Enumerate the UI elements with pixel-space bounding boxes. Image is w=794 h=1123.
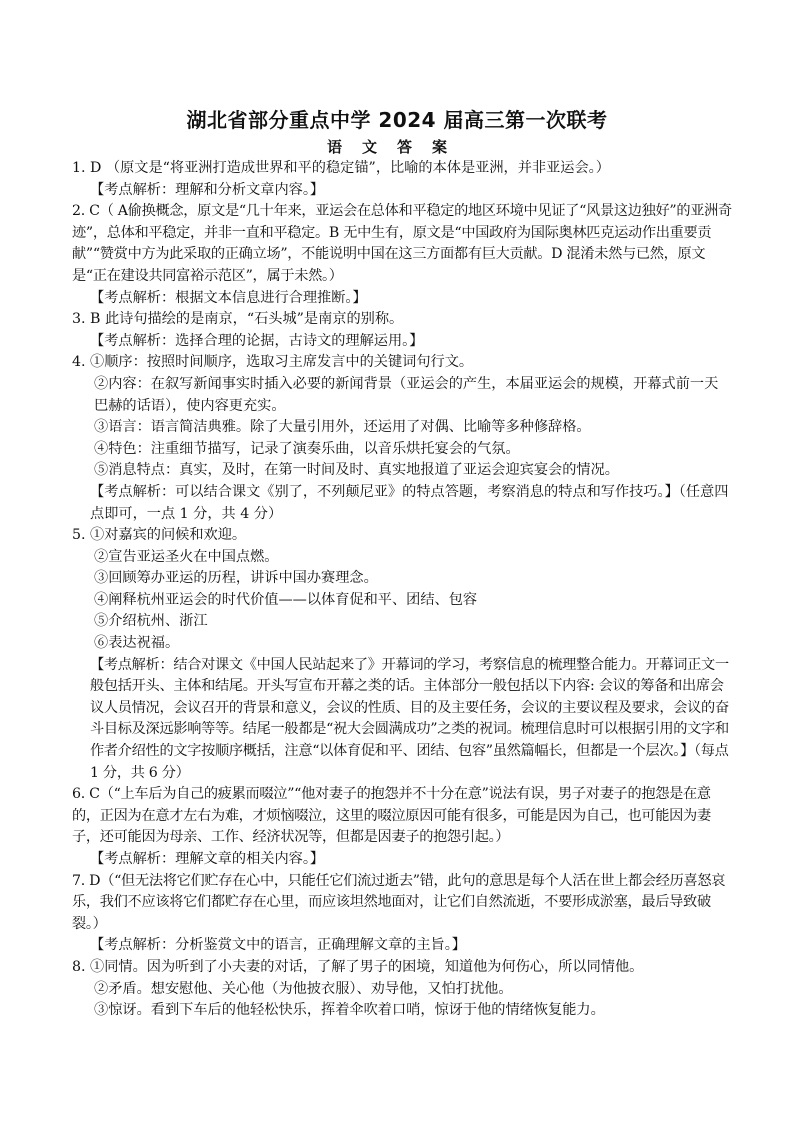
analysis-q7: 【考点解析：分析鉴赏文中的语言，正确理解文章的主旨。】: [90, 937, 466, 954]
answer-q2: 2. C（ A偷换概念，原文是“几十年来，亚运会在总体和平稳定的地区环境中见证了“风景这边独好”的亚洲奇迹”，总体和平稳定，并非一直和平稳定。B 无中生有，原文是“中国政府为国际奥林匹克运动作出重要贡献”“赞赏中方为此采取的正确立场”，不能说明中国在这三方面都有巨大贡献。D 混淆未然与已然，原文是“正在建设共同富裕示范区”，属于未然。）: [72, 203, 732, 284]
answer-q6: 6. C（“上车后为自己的疲累而啜泣”“他对妻子的抱怨并不十分在意”说法有误，男子对妻子的抱怨是在意的，正因为在意才左右为难，才烦恼啜泣，这里的啜泣原因可能有很多，可能是因为自己，也可能因为妻子，还可能因为母亲、工作、经济状况等，但都是因妻子的抱怨引起。）: [72, 786, 711, 846]
answer-q5-point2: ②宣告亚运圣火在中国点燃。: [94, 548, 279, 565]
answer-q4-point2: ②内容：在叙写新闻事实时插入必要的新闻背景（亚运会的产生，本届亚运会的规模，开幕式前一天巴赫的话语），使内容更充实。: [94, 375, 719, 414]
answer-q4-point5: ⑤消息特点：真实，及时，在第一时间及时、真实地报道了亚运会迎宾宴会的情况。: [94, 462, 619, 479]
analysis-q3: 【考点解析：选择合理的论据，古诗文的理解运用。】: [90, 332, 424, 349]
answer-q5-point4: ④阐释杭州亚运会的时代价值——以体育促和平、团结、包容: [94, 591, 478, 608]
answer-q5-point5: ⑤介绍杭州、浙江: [94, 613, 208, 630]
answer-q4-point1: 4. ①顺序：按照时间顺序，选取习主席发言中的关键词句行文。: [72, 354, 474, 371]
analysis-q4: 【考点解析：可以结合课文《别了，不列颠尼亚》的特点答题，考察消息的特点和写作技巧。】（任意四点即可，一点 1 分，共 4 分）: [90, 483, 729, 522]
analysis-q6: 【考点解析：理解文章的相关内容。】: [90, 851, 325, 867]
answer-q7: 7. D（“但无法将它们贮存在心中，只能任它们流过逝去”错，此句的意思是每个人活在世上都会经历喜怒哀乐，我们不应该将它们都贮存在心里，而应该坦然地面对，让它们自然流逝，不要形成淤塞，最后导致破裂。）: [72, 872, 726, 932]
answer-content: [72, 158, 732, 1022]
document-title: 湖北省部分重点中学 2024 届高三第一次联考: [186, 108, 608, 132]
answer-q3: 3. B 此诗句描绘的是南京，“石头城”是南京的别称。: [72, 311, 404, 328]
answer-q8-point1: 8. ①同情。因为听到了小夫妻的对话，了解了男子的困境，知道他为何伤心，所以同情他。: [72, 958, 644, 975]
answer-q1: 1. D （原文是“将亚洲打造成世界和平的稳定锚”，比喻的本体是亚洲，并非亚运会。）: [72, 160, 610, 176]
analysis-q2: 【考点解析：根据文本信息进行合理推断。】: [90, 289, 367, 306]
analysis-q5: 【考点解析：结合对课文《中国人民站起来了》开幕词的学习，考察信息的梳理整合能力。开幕词正文一般包括开头、主体和结尾。开头写宣布开幕之类的话。主体部分一般包括以下内容: 会议的筹备和出席会议人员情况，会议召开的背景和意义，会议的性质、目的及主要任务，会议的主要议程及要求，会议的奋斗目标及深远影响等等。结尾一般都是“祝大会圆满成功”之类的祝词。梳理信息时可以根据引用的文字和作者介绍性的文字按顺序概括，注意“以体育促和平、团结、包容”虽然篇幅长，但都是一个层次。】（每点 1 分，共 6 分）: [90, 656, 729, 781]
document-subtitle: 语文答案: [326, 138, 467, 156]
answer-q5-point3: ③回顾筹办亚运的历程，讲诉中国办赛理念。: [94, 570, 378, 587]
answer-q5-point6: ⑥表达祝福。: [94, 635, 180, 652]
analysis-q1: 【考点解析：理解和分析文章内容。】: [90, 181, 325, 198]
answer-q5-point1: 5. ①对嘉宾的问候和欢迎。: [72, 527, 247, 544]
answer-q4-point3: ③语言：语言简洁典雅。除了大量引用外，还运用了对偶、比喻等多种修辞格。: [94, 419, 591, 436]
answer-q8-point2: ②矛盾。想安慰他、关心他（为他披衣服）、劝导他，又怕打扰他。: [94, 980, 513, 997]
answer-q8-point3: ③惊讶。看到下车后的他轻松快乐，挥着伞吹着口哨，惊讶于他的情绪恢复能力。: [94, 1002, 605, 1019]
answer-q4-point4: ④特色：注重细节描写，记录了演奏乐曲，以音乐烘托宴会的气氛。: [94, 440, 520, 457]
